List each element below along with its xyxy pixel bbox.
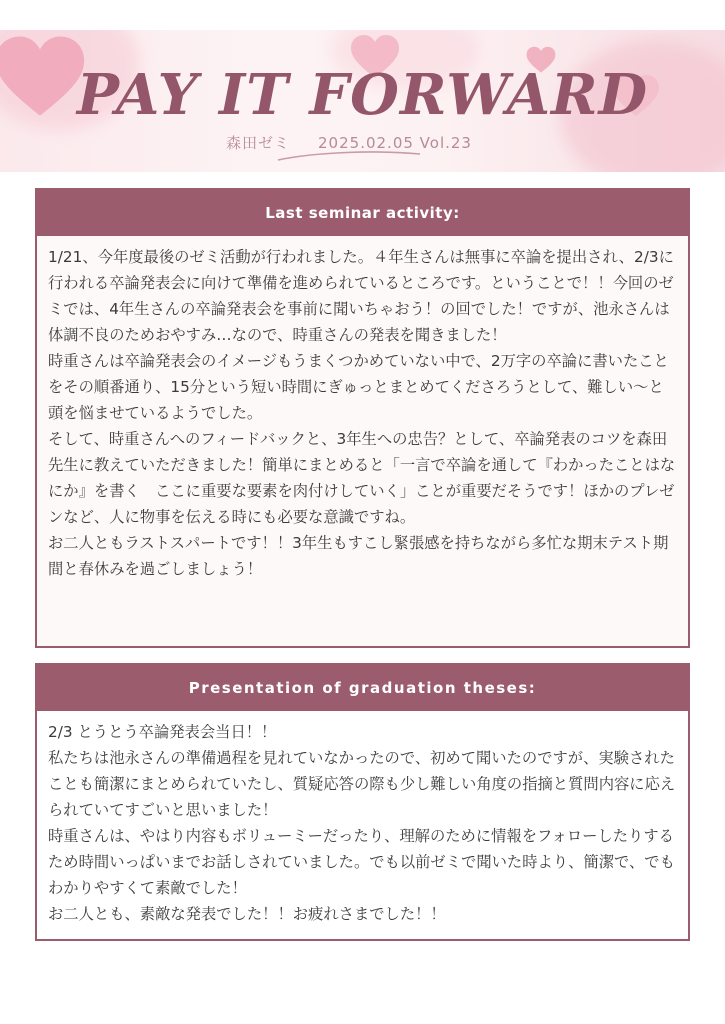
paragraph: そして、時重さんへのフィードバックと、3年生への忠告？として、卒論発表のコツを森田先生に教えていただきました！簡単にまとめると「一言で卒論を通して『わかったことはなにか』を書く ここに重要な要素を肉付けしていく」ことが重要だそうです！ほかのプレゼンなど、人に物事を伝える時にも必要な意識ですね。 [48, 430, 676, 526]
paragraph: 1/21、今年度最後のゼミ活動が行われました。４年生さんは無事に卒論を提出され、2/3に行われる卒論発表会に向けて準備を進められているところです。ということで！！今回のゼミでは、4年生さんの卒論発表会を事前に聞いちゃおう！の回でした！ですが、池永さんは体調不良のためおやすみ…なので、時重さんの発表を聞きました！ [48, 248, 674, 344]
issue-date-volume: 2025.02.05 Vol.23 [318, 134, 472, 152]
paragraph: 私たちは池永さんの準備過程を見れていなかったので、初めて聞いたのですが、実験されたことも簡潔にまとめられていたし、質疑応答の際も少し難しい角度の指摘と質問内容に応えられていてすごいと思いました！ [48, 749, 676, 819]
paragraph: 2/3 とうとう卒論発表会当日！！ [48, 723, 277, 741]
paragraph: お二人とも、素敵な発表でした！！お疲れさまでした！！ [48, 905, 446, 923]
seminar-name: 森田ゼミ [226, 134, 291, 152]
section-heading: Presentation of graduation theses: [37, 665, 688, 711]
header-banner [0, 30, 725, 172]
paragraph: お二人ともラストスパートです！！3年生もすこし緊張感を持ちながら多忙な期末テスト期間と春休みを過ごしましょう！ [48, 534, 669, 578]
paragraph: 時重さんは、やはり内容もボリューミーだったり、理解のために情報をフォローしたりするため時間いっぱいまでお話しされていました。でも以前ゼミで聞いた時より、簡潔で、でもわかりやすくて素敵でした！ [48, 827, 675, 897]
graduation-presentation-section [35, 663, 690, 941]
paragraph: 時重さんは卒論発表会のイメージもうまくつかめていない中で、2万字の卒論に書いたことをその順番通り、15分という短い時間にぎゅっとまとめてくださろうとして、難しい〜と頭を悩ませているようでした。 [48, 352, 669, 422]
section-body [37, 236, 688, 646]
section-heading: Last seminar activity: [37, 190, 688, 236]
newsletter-title: PAY IT FORWARD [76, 62, 649, 128]
underline-swoosh [276, 148, 422, 164]
section-body [37, 711, 688, 927]
last-seminar-section [35, 188, 690, 648]
